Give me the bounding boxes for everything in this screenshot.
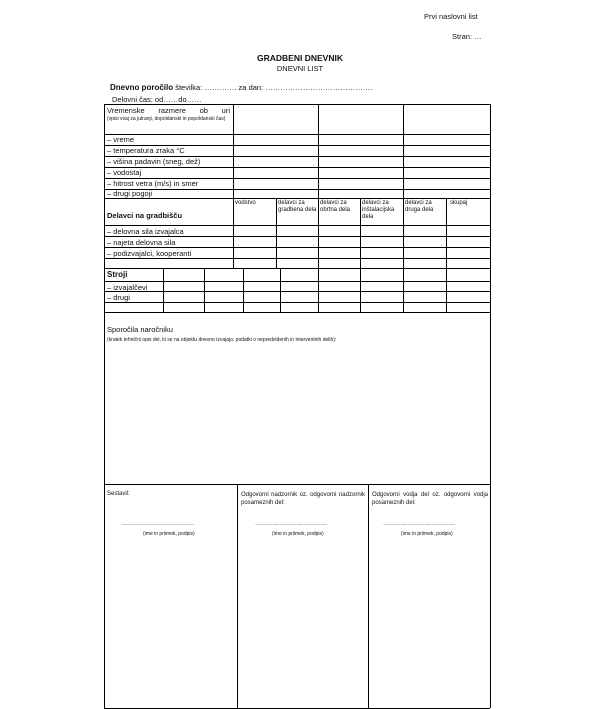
signature-supervisor-label: Odgovorni nadzornik oz. odgovorni nadzornik posameznih del: [241, 492, 365, 506]
signature-compiled-label: Sestavil: [107, 491, 130, 497]
document-title: GRADBENI DNEVNIK [257, 53, 343, 63]
machines-row-contractor: – izvajalčevi [107, 283, 148, 292]
messages-note: (kratek tehnični opis del, ki se na objektu dnevno izvajajo, podatki o nepredvidenih in interventnih delih): [107, 337, 337, 343]
signature-site-manager-caption: (ime in priimek, podpis) [401, 531, 453, 537]
weather-note: (vpisi vsaj za jutranji, dopoldanski in popoldanski čas) [107, 116, 226, 122]
signature-site-manager-line: ……………………………… [383, 521, 455, 527]
weather-row-water-level: – vodostaj [107, 168, 142, 177]
workers-row-subcontractors: – podizvajalci, kooperanti [107, 249, 192, 258]
weather-row-other: – drugi pogoji [107, 189, 153, 198]
machines-row-other: – drugi [107, 293, 130, 302]
weather-row-temperature: – temperatura zraka °C [107, 146, 185, 155]
workers-col-crafts: delavci za obrtna dela [320, 200, 351, 213]
workers-col-total: skupaj [450, 200, 468, 206]
weather-heading: Vremenske razmere ob uri [107, 106, 230, 115]
weather-row-precipitation: – višina padavin (sneg, dež) [107, 157, 201, 166]
weather-row-weather: – vreme [107, 135, 135, 144]
signature-site-manager-label: Odgovorni vodja del oz. odgovorni vodja posameznih del: [372, 492, 488, 506]
document-subtitle: DNEVNI LIST [276, 64, 324, 73]
signature-supervisor-caption: (ime in priimek, podpis) [272, 531, 324, 537]
workers-col-construction: delavci za gradbena dela [278, 200, 317, 213]
signature-compiled-line: ……………………………… [122, 521, 194, 527]
workers-col-management: vodstvo [235, 200, 256, 206]
daily-report-label: Dnevno poročilo [110, 83, 174, 92]
first-title-sheet-label: Prvi naslovni list [424, 12, 478, 21]
signature-supervisor-line: ……………………………… [255, 521, 327, 527]
report-line [110, 83, 372, 92]
workers-row-contractor: – delovna sila izvajalca [107, 227, 184, 236]
workers-row-hired: – najeta delovna sila [107, 238, 176, 247]
weather-row-wind: – hitrost vetra (m/s) in smer [107, 179, 199, 188]
workers-heading: Delavci na gradbišču [107, 211, 183, 220]
signature-compiled-caption: (ime in priimek, podpis) [143, 531, 195, 537]
workers-col-installation: delavci za inštalacijska dela [362, 200, 395, 220]
machines-heading: Stroji [107, 270, 128, 279]
messages-heading: Sporočila naročniku [107, 325, 173, 334]
report-number-date: številka: …………. za dan: ……………………………………. [175, 83, 373, 92]
workers-col-other: delavci za druga dela [405, 200, 434, 213]
working-time: Delovni čas: od……do…… [112, 95, 202, 104]
page-number-label: Stran: … [452, 32, 482, 41]
